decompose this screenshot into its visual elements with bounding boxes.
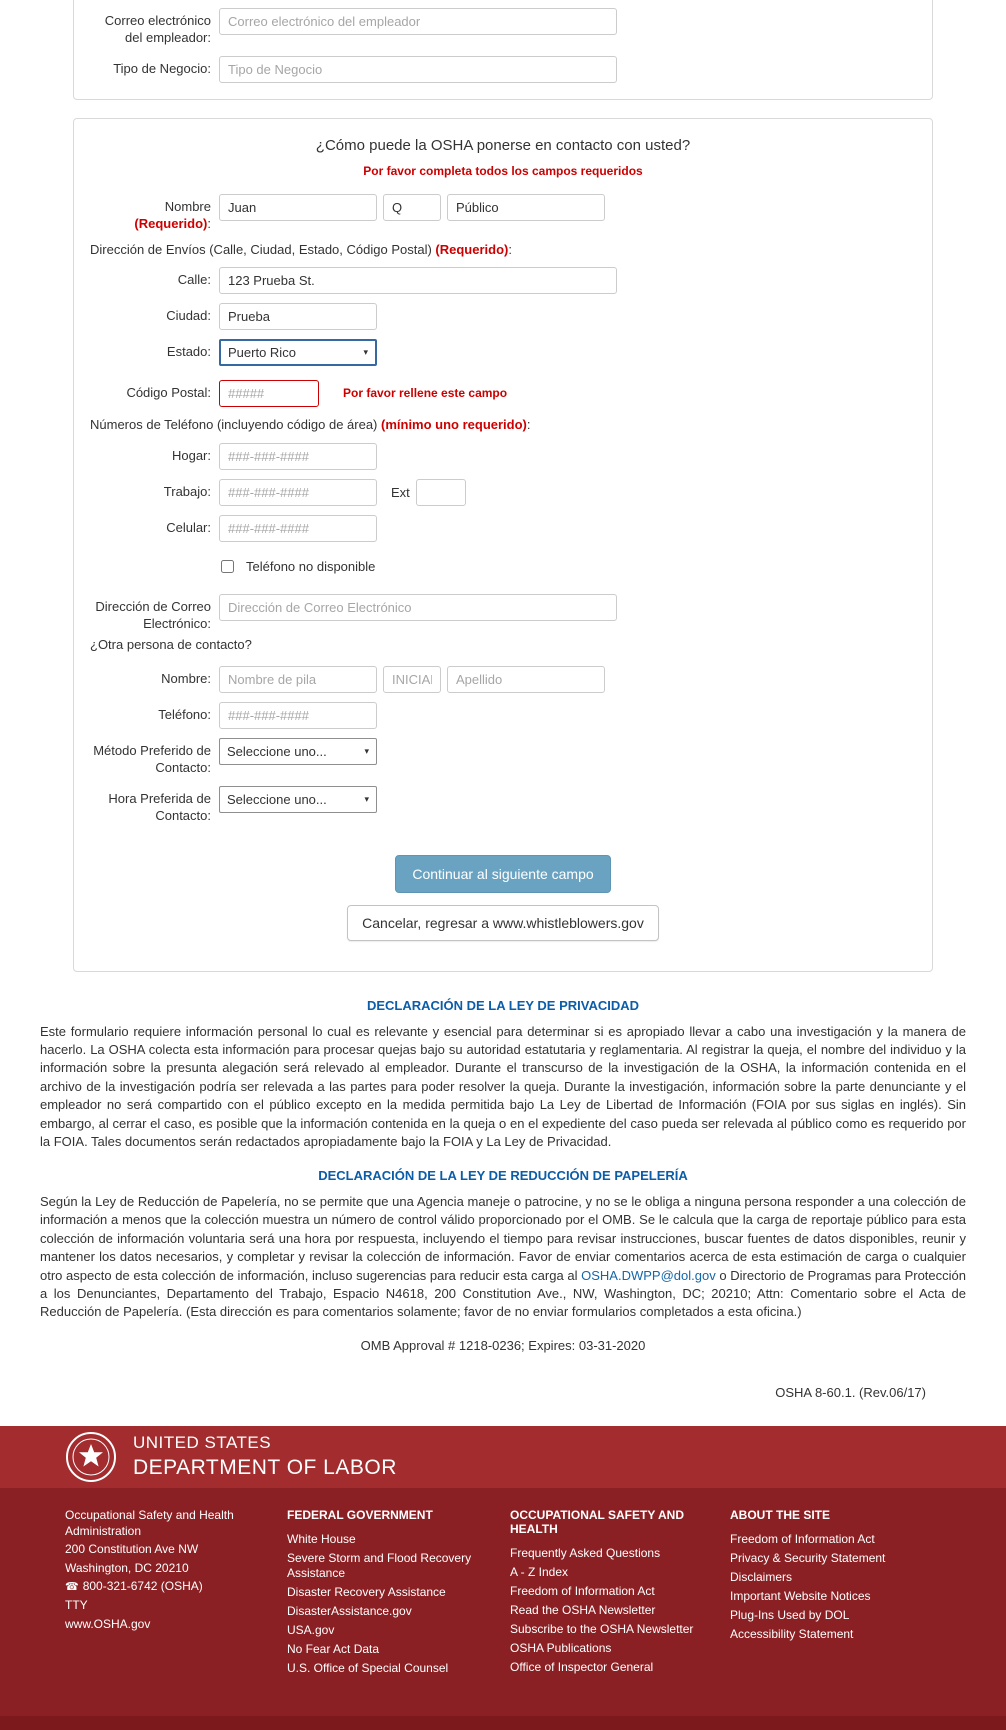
email-input[interactable] [219,594,617,621]
zip-row [74,380,932,407]
agency-address-1: 200 Constitution Ave NW [65,1542,199,1557]
state-row [74,339,932,366]
other-last-name-input[interactable] [447,666,605,693]
legal-section [40,998,966,1400]
required-fields-notice: Por favor completa todos los campos requeridos [363,163,643,178]
brand-united-states: UNITED STATES [133,1433,272,1453]
city-input[interactable] [219,303,377,330]
zip-label: Código Postal: [126,385,211,401]
brand-department-of-labor: DEPARTMENT OF LABOR [133,1456,397,1480]
work-phone-input[interactable] [219,479,377,506]
cancel-button[interactable]: Cancelar, regresar a www.whistleblowers.gov [347,905,659,941]
state-label: Estado: [166,344,211,360]
name-label: Nombre (Requerido): [134,198,211,231]
email-row [74,594,932,633]
agency-phone[interactable]: ☎ 800-321-6742 (OSHA) [65,1579,203,1594]
footer-link[interactable]: A - Z Index [510,1564,569,1579]
contact-method-select[interactable] [219,738,377,765]
footer-column-osh [510,1508,730,1680]
email-label: Dirección de Correo Electrónico: [95,599,211,632]
contact-info-card [73,118,933,972]
mailing-address-section-label: Dirección de Envíos (Calle, Ciudad, Estado, Código Postal) (Requerido): [90,241,512,257]
work-phone-label: Trabajo: [163,484,211,500]
paperwork-act-text: Según la Ley de Reducción de Papelería, no se permite que una Agencia maneje o patrocine, y no se le obliga a ninguna persona responder a una colección de información a menos que la colección muestra un número de control válido proporcionado por el OMB. Se le calcula que la carga de reportaje público para esta colección de información voluntaria será una hora por respuesta, incluyendo el tiempo para revisar instrucciones, buscar fuentes de datos disponibles, reunir y mantener los datos necesarios, y completar y revisar la colección de información. Favor de enviar comentarios acerca de esta estimación de carga o cualquier otro aspecto de esta colección de información, incluso sugerencias para reducir esta carga al OSHA.DWPP@dol.gov o Directorio de Programas para Protección a los Denunciantes, Departamento del Trabajo, Espacio N4618, 200 Constitution Ave., NW, Washington, DC; 20210; Attn: Comentario sobre el Acta de Reducción de Papelería. (Esta dirección es para comentarios solamente; favor de no enviar formularios completados a esta oficina.) [40,1193,966,1320]
name-row [74,194,932,233]
chevron-down-icon: ▾ [364,793,369,804]
other-phone-label: Teléfono: [158,707,211,723]
extension-input[interactable] [416,479,466,506]
footer-link[interactable]: No Fear Act Data [287,1641,380,1656]
contact-time-select[interactable] [219,786,377,813]
home-phone-row [74,443,932,470]
footer-link[interactable]: Plug-Ins Used by DOL [730,1607,850,1622]
contact-method-value: Seleccione uno... [227,744,327,760]
required-marker: (mínimo uno requerido) [381,417,527,433]
other-first-name-input[interactable] [219,666,377,693]
dwpp-email-link[interactable]: OSHA.DWPP@dol.gov [581,1267,716,1283]
city-label: Ciudad: [166,308,211,324]
footer-link-list [510,1546,710,1675]
zip-error-message: Por favor rellene este campo [343,386,508,401]
other-name-row [74,666,932,693]
street-input[interactable] [219,267,617,294]
extension-label: Ext [391,485,410,501]
footer-link-list [287,1532,490,1676]
employer-email-row [74,8,932,47]
phone-section-label: Números de Teléfono (incluyendo código de área) (mínimo uno requerido): [90,417,531,433]
footer-links-section [0,1488,1006,1716]
business-type-input[interactable] [219,56,617,83]
employer-email-input[interactable] [219,8,617,35]
chevron-down-icon: ▾ [364,746,369,757]
street-row [74,267,932,294]
footer-agency-column [65,1508,287,1680]
footer-column-header: ABOUT THE SITE [730,1507,831,1522]
business-type-row [74,56,932,83]
footer-column-about [730,1508,941,1680]
agency-website-link[interactable]: www.OSHA.gov [65,1616,151,1631]
other-name-label: Nombre: [161,671,211,687]
state-select-value: Puerto Rico [228,345,296,361]
footer-link[interactable]: Subscribe to the OSHA Newsletter [510,1621,694,1636]
footer-link[interactable]: U.S. Office of Special Counsel [287,1660,449,1675]
city-row [74,303,932,330]
chevron-down-icon: ▾ [363,347,368,358]
last-name-input[interactable] [447,194,605,221]
footer-column-header: FEDERAL GOVERNMENT [287,1507,433,1522]
footer-link[interactable]: White House [287,1531,356,1546]
first-name-input[interactable] [219,194,377,221]
footer-link-list [730,1532,941,1642]
footer-link[interactable]: Freedom of Information Act [730,1531,875,1546]
cell-phone-input[interactable] [219,515,377,542]
omb-approval-line: OMB Approval # 1218-0236; Expires: 03-31-2020 [360,1337,646,1353]
required-marker: (Requerido) [134,215,208,231]
other-contact-section-label: ¿Otra persona de contacto? [90,637,252,653]
contact-method-row [74,738,932,777]
footer-column-header: OCCUPATIONAL SAFETY AND HEALTH [510,1507,685,1536]
employer-email-label: Correo electrónico del empleador: [104,13,211,45]
footer-link[interactable]: Accessibility Statement [730,1626,854,1641]
no-phone-checkbox[interactable] [221,560,234,573]
required-marker: (Requerido) [435,241,509,257]
contact-time-label: Hora Preferida de Contacto: [108,790,211,823]
other-initial-input[interactable] [383,666,441,693]
no-phone-label: Teléfono no disponible [246,559,376,575]
phone-icon: ☎ [65,1581,79,1594]
home-phone-input[interactable] [219,443,377,470]
continue-button[interactable]: Continuar al siguiente campo [395,855,610,893]
work-phone-row [74,479,932,506]
footer-link[interactable]: DisasterAssistance.gov [287,1603,412,1618]
footer-link[interactable]: Severe Storm and Flood Recovery Assistance [287,1550,472,1580]
privacy-act-text: Este formulario requiere información personal lo cual es relevante y esencial para determinar si es apropiado llevar a cabo una investigación y la manera de hacerlo. La OSHA colecta esta información para procesar quejas bajo su autoridad estatutaria y reglamentaria. Al registrar la queja, el nombre del individuo y la información sobre la presunta alegación será relevado al empleador. Durante el transcurso de la investigación de la OSHA, la información contenida en el archivo de la investigación podría ser relevada a las partes para poder resolver la queja. Durante la investigación, información sobre la parte denunciante y el empleador no será compartido con el público excepto en la medida permitida bajo La Ley de Libertad de Información (FOIA por sus siglas en inglés). Sin embargo, al cerrar el caso, es posible que la información contenida en la queja o en el expediente del caso pueda ser relevada al público como es requerido por la FOIA. Tales documentos serán redactados apropiadamente bajo la FOIA y La Ley de Privacidad. [40,1023,966,1150]
agency-address-2: Washington, DC 20210 [65,1560,189,1575]
home-phone-label: Hogar: [171,448,211,464]
privacy-act-heading: DECLARACIÓN DE LA LEY DE PRIVACIDAD [366,997,640,1013]
middle-initial-input[interactable] [383,194,441,221]
employer-info-card [73,0,933,100]
footer-link[interactable]: Privacy & Security Statement [730,1550,886,1565]
business-type-label: Tipo de Negocio: [113,60,211,76]
footer-column-federal-government [287,1508,510,1680]
form-title: ¿Cómo puede la OSHA ponerse en contacto con usted? [315,136,691,154]
footer-link[interactable]: Freedom of Information Act [510,1583,655,1598]
footer-link[interactable]: Important Website Notices [730,1588,871,1603]
no-phone-row [74,556,932,574]
contact-method-label: Método Preferido de Contacto: [93,743,211,775]
footer-brand-text [133,1433,397,1480]
zip-input[interactable] [219,380,319,407]
form-number: OSHA 8-60.1. (Rev.06/17) [775,1384,926,1400]
footer-link[interactable]: Disclaimers [730,1569,793,1584]
footer-link[interactable]: USA.gov [287,1622,335,1637]
footer-bottom-strip [0,1716,1006,1730]
footer-link[interactable]: Office of Inspector General [510,1659,654,1674]
other-phone-row [74,702,932,729]
other-phone-input[interactable] [219,702,377,729]
footer-brand-band [0,1426,1006,1488]
cell-phone-label: Celular: [166,520,211,536]
dol-seal [65,1431,117,1483]
agency-name: Occupational Safety and Health Administration [65,1507,234,1538]
contact-time-row [74,786,932,825]
contact-time-value: Seleccione uno... [227,791,327,807]
footer-link[interactable]: Frequently Asked Questions [510,1545,661,1560]
footer-link[interactable]: Disaster Recovery Assistance [287,1584,446,1599]
footer-link[interactable]: Read the OSHA Newsletter [510,1602,656,1617]
cell-phone-row [74,515,932,542]
agency-tty-link[interactable]: TTY [65,1597,88,1612]
state-select[interactable] [219,339,377,366]
footer-link[interactable]: OSHA Publications [510,1640,612,1655]
paperwork-act-heading: DECLARACIÓN DE LA LEY DE REDUCCIÓN DE PAPELERÍA [318,1167,688,1183]
street-label: Calle: [177,272,211,288]
